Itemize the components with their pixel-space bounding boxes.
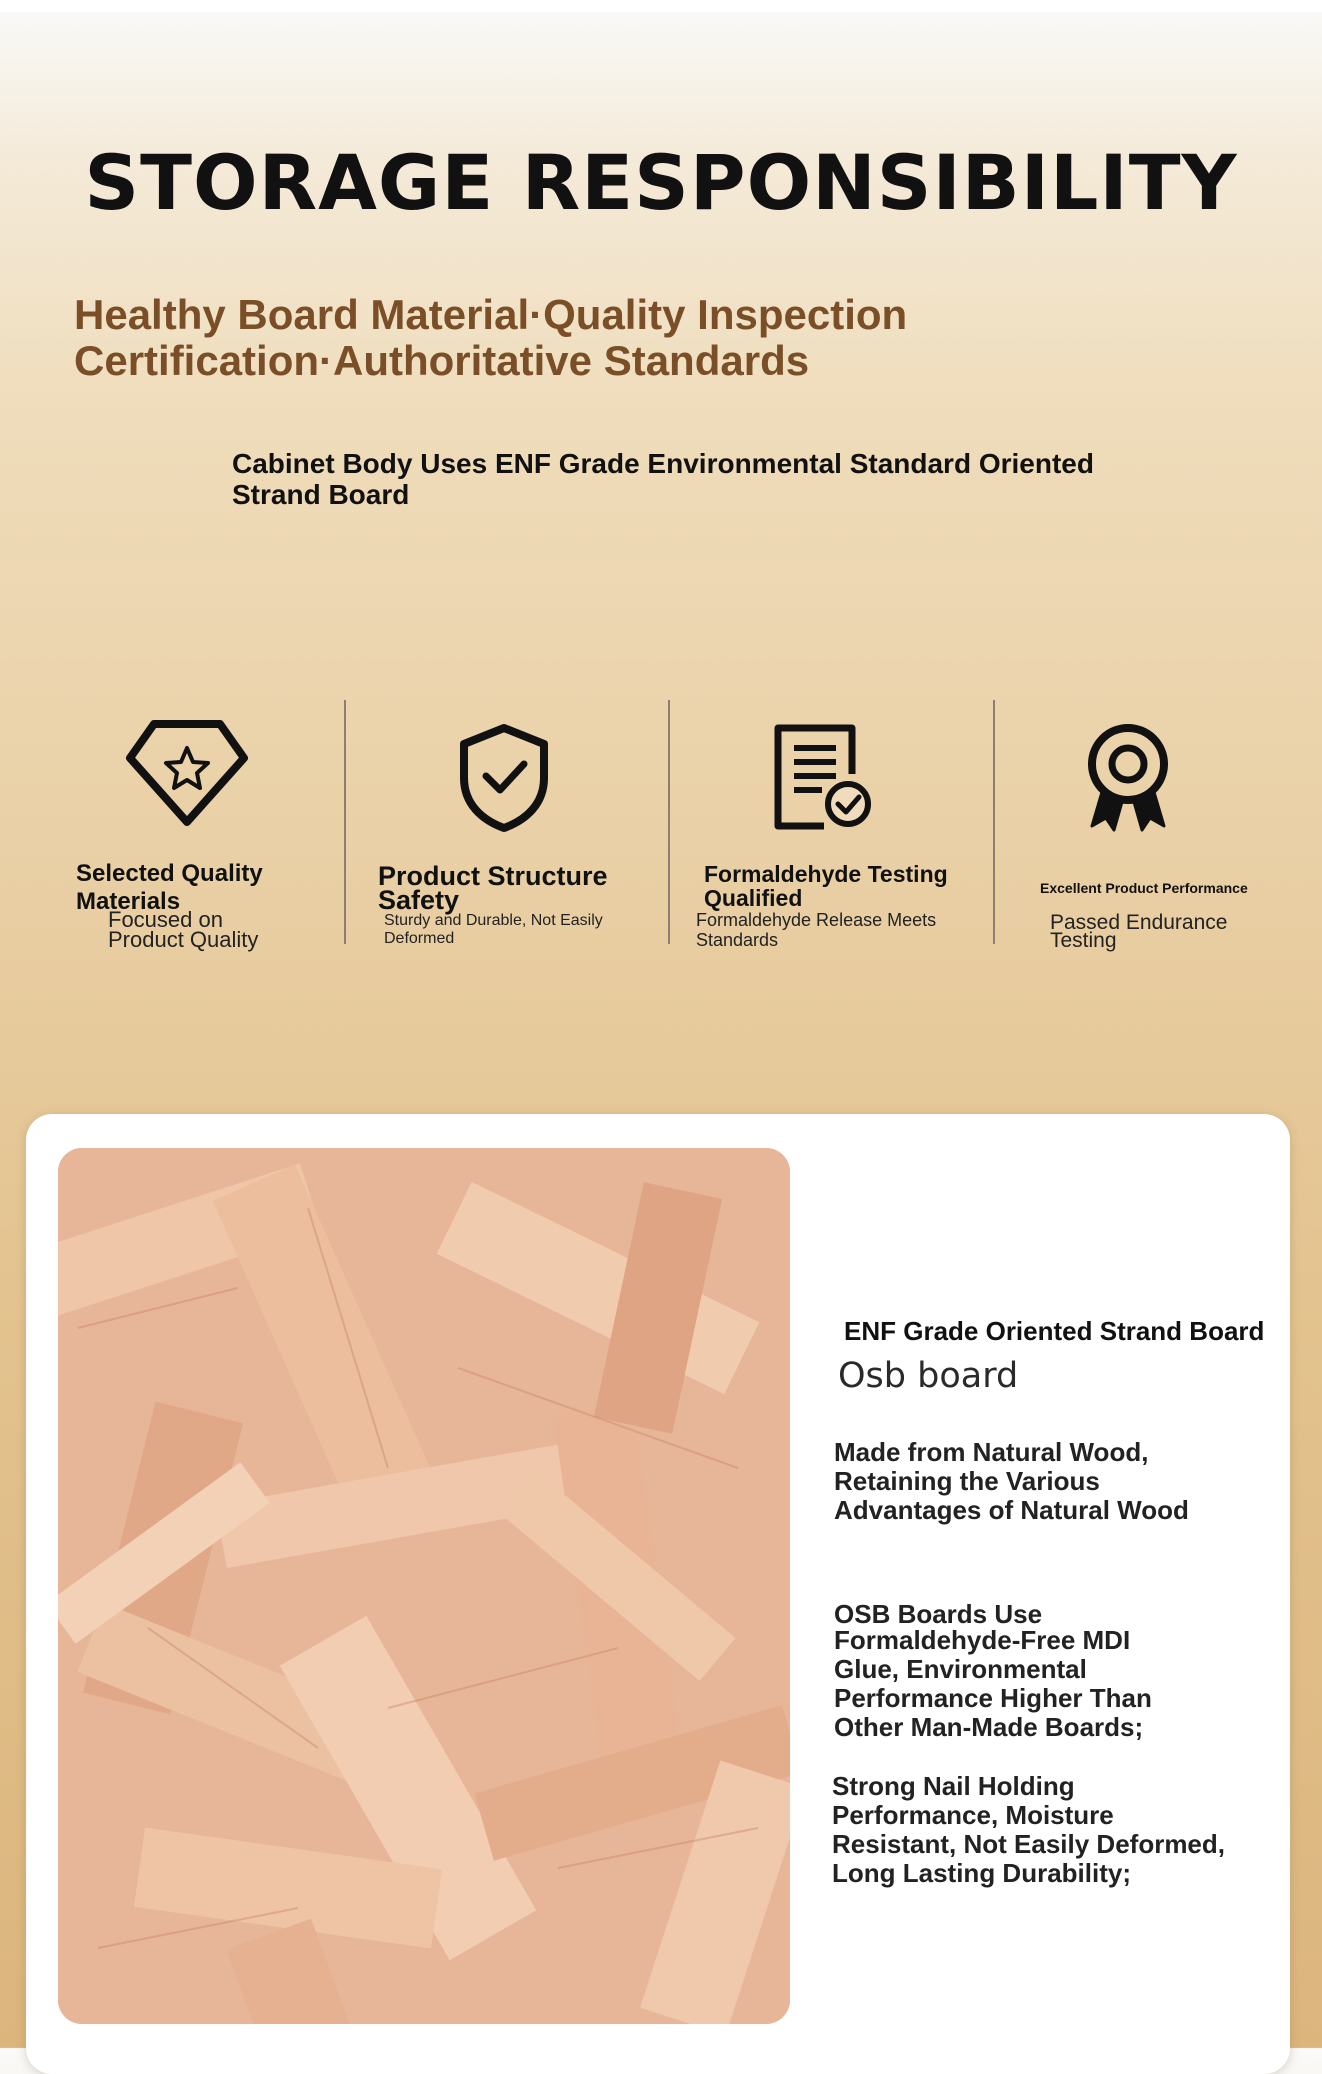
osb-paragraph-line: Long Lasting Durability; — [832, 1858, 1131, 1888]
subtitle — [74, 292, 1074, 384]
osb-paragraph-glue — [834, 1599, 1254, 1742]
feature-sub-quality — [108, 907, 259, 952]
divider — [344, 700, 346, 944]
feature-title-line: Selected Quality — [76, 860, 263, 887]
feature-title-line: Formaldehyde Testing — [704, 861, 948, 887]
divider — [668, 700, 670, 944]
osb-paragraph-line: Strong Nail Holding — [832, 1771, 1075, 1801]
subtitle-line: Healthy Board Material·Quality Inspection — [74, 291, 908, 338]
shield-check-icon — [458, 722, 550, 834]
feature-sub-line: Standards — [696, 930, 779, 950]
cabinet-note-line: Strand Board — [232, 479, 410, 510]
osb-paragraph-line: Performance, Moisture — [832, 1800, 1114, 1830]
osb-paragraph-line: Formaldehyde-Free MDI — [834, 1625, 1131, 1655]
document-check-icon — [770, 722, 874, 832]
feature-sub-line: Deformed — [384, 930, 455, 947]
award-ribbon-icon — [1082, 722, 1174, 834]
feature-sub-line: Testing — [1050, 929, 1117, 952]
feature-title-line: Safety — [378, 885, 460, 915]
feature-sub-performance — [1050, 911, 1228, 952]
diamond-star-icon — [124, 718, 250, 828]
page-title: STORAGE RESPONSIBILITY — [84, 138, 1238, 227]
top-band — [0, 0, 1322, 12]
subtitle-line: Certification·Authoritative Standards — [74, 337, 810, 384]
feature-title-line: Product Structure — [378, 861, 608, 891]
feature-title-performance — [1040, 880, 1248, 896]
osb-paragraph-line: Performance Higher Than — [834, 1683, 1152, 1713]
feature-title-formaldehyde — [704, 862, 948, 910]
osb-paragraph-line: Glue, Environmental — [834, 1654, 1087, 1684]
feature-sub-line: Product Quality — [108, 927, 259, 952]
feature-sub-line: Focused on — [108, 907, 223, 932]
feature-sub-safety — [384, 912, 603, 948]
feature-title-line: Materials — [76, 888, 181, 915]
cabinet-note-line: Cabinet Body Uses ENF Grade Environmental Standard Oriented — [232, 448, 1094, 479]
osb-paragraph-line: Retaining the Various — [834, 1466, 1100, 1496]
feature-title-line: Qualified — [704, 885, 803, 911]
divider — [993, 700, 995, 944]
cabinet-note — [232, 448, 1132, 510]
osb-paragraph-nail-holding — [832, 1772, 1252, 1888]
osb-paragraph-line: Resistant, Not Easily Deformed, — [832, 1829, 1225, 1859]
osb-heading: ENF Grade Oriented Strand Board — [844, 1316, 1265, 1346]
osb-paragraph-line: Other Man-Made Boards; — [834, 1712, 1144, 1742]
osb-name: Osb board — [838, 1356, 1019, 1396]
feature-sub-formaldehyde — [696, 910, 936, 950]
feature-sub-line: Passed Endurance — [1050, 911, 1228, 934]
osb-paragraph-line: Made from Natural Wood, — [834, 1437, 1149, 1467]
feature-title-line: Excellent Product Performance — [1040, 880, 1248, 896]
feature-sub-line: Sturdy and Durable, Not Easily — [384, 912, 603, 929]
osb-paragraph-natural-wood — [834, 1438, 1254, 1525]
feature-title-safety — [378, 861, 608, 915]
osb-board-image — [58, 1148, 790, 2024]
osb-paragraph-line: OSB Boards Use — [834, 1599, 1043, 1629]
osb-paragraph-line: Advantages of Natural Wood — [834, 1495, 1189, 1525]
feature-sub-line: Formaldehyde Release Meets — [696, 910, 937, 930]
